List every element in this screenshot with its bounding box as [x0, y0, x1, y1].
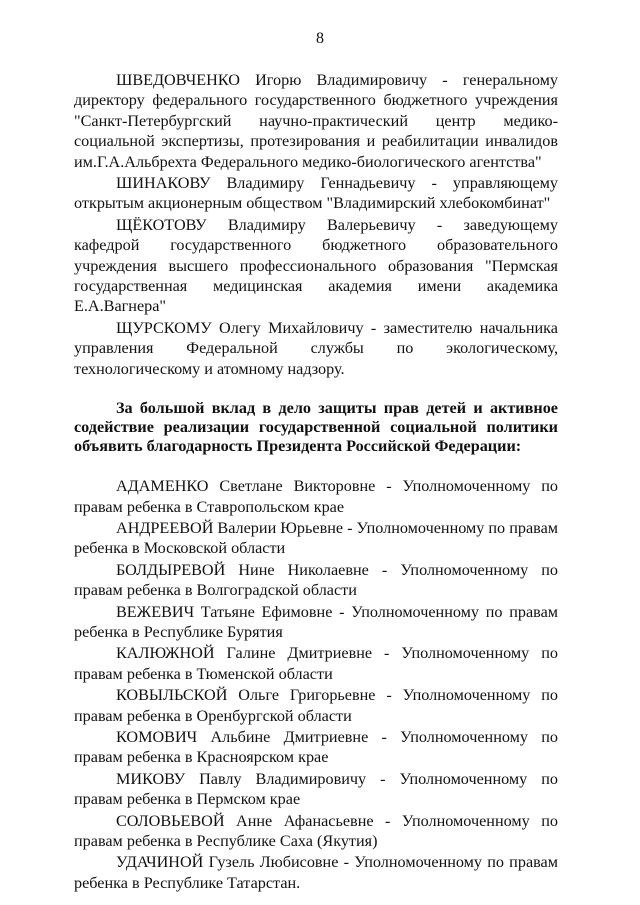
document-body: [74, 70, 558, 893]
list-item-andreeva: АНДРЕЕВОЙ Валерии Юрьевне - Уполномоченному по правам ребенка в Московской области: [74, 518, 559, 558]
list-item-boldyreva: БОЛДЫРЕВОЙ Нине Николаевне - Уполномоченному по правам ребенка в Волгоградской области: [74, 560, 558, 600]
list-item-adamenko: АДАМЕНКО Светлане Викторовне - Уполномоченному по правам ребенка в Ставропольском крае: [74, 477, 558, 516]
gratitude-list: [74, 476, 558, 893]
section-heading: За большой вклад в дело защиты прав детей и активное содействие реализации государственной социальной политики объявить благодарность Президента Российской Федерации:: [74, 399, 558, 456]
paragraph-shchurskiy: ЩУРСКОМУ Олегу Михайловичу - заместителю начальника управления Федеральной службы по экологическому, технологическому и атомному надзору.: [74, 318, 558, 378]
list-item-kovylskaya: КОВЫЛЬСКОЙ Ольге Григорьевне - Уполномоченному по правам ребенка в Оренбургской области: [74, 686, 558, 725]
list-item-solovyeva: СОЛОВЬЕВОЙ Анне Афанасьевне - Уполномоченному по правам ребенка в Республике Саха (Якутия): [74, 811, 558, 850]
paragraph-shchekotov: ЩЁКОТОВУ Владимиру Валерьевичу - заведующему кафедрой государственного бюджетного образовательного учреждения высшего профессионального образования "Пермская государственная медицинская академия имени академика Е.А.Вагнера": [74, 215, 558, 316]
page-number: 8: [316, 30, 324, 47]
paragraph-shvedovchenko: ШВЕДОВЧЕНКО Игорю Владимировичу - генеральному директору федерального государственного бюджетного учреждения "Санкт-Петербургский научно-практический центр медико-социальной экспертизы, протезирования и реабилитации инвалидов им.Г.А.Альбрехта Федерального медико-биологического агентства": [74, 71, 558, 171]
list-item-mikov: МИКОВУ Павлу Владимировичу - Уполномоченному по правам ребенка в Пермском крае: [74, 769, 558, 809]
list-item-vezhevich: ВЕЖЕВИЧ Татьяне Ефимовне - Уполномоченному по правам ребенка в Республике Бурятия: [74, 602, 558, 641]
list-item-udachina: УДАЧИНОЙ Гузель Любисовне - Уполномоченному по правам ребенка в Республике Татарстан.: [74, 853, 558, 892]
list-item-komovich: КОМОВИЧ Альбине Дмитриевне - Уполномоченному по правам ребенка в Красноярском крае: [74, 727, 558, 767]
paragraph-shinakov: ШИНАКОВУ Владимиру Геннадьевичу - управляющему открытым акционерным обществом "Владимирский хлебокомбинат": [74, 174, 558, 213]
list-item-kalyuzhnaya: КАЛЮЖНОЙ Галине Дмитриевне - Уполномоченному по правам ребенка в Тюменской области: [74, 644, 558, 683]
